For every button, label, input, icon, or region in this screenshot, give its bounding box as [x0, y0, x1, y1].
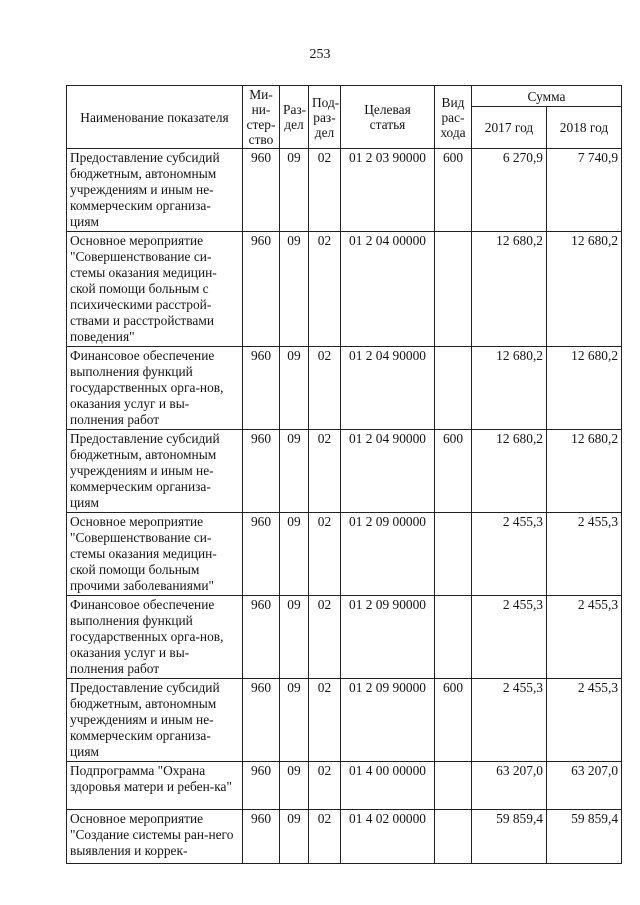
cell-section: 09: [280, 232, 309, 347]
cell-expense: 600: [435, 149, 472, 232]
cell-ministry: 960: [243, 762, 280, 810]
cell-subsection: 02: [309, 596, 341, 679]
cell-sum-2018: 2 455,3: [547, 679, 622, 762]
header-name: Наименование показателя: [67, 86, 243, 149]
table-row: [67, 513, 622, 596]
table-body: [67, 149, 622, 864]
cell-sum-2017: 63 207,0: [472, 762, 547, 810]
cell-sum-2017: 6 270,9: [472, 149, 547, 232]
cell-ministry: 960: [243, 232, 280, 347]
cell-ministry: 960: [243, 149, 280, 232]
header-year-2018: 2018 год: [547, 107, 622, 149]
cell-sum-2017: 2 455,3: [472, 513, 547, 596]
cell-sum-2018: 7 740,9: [547, 149, 622, 232]
cell-target: 01 2 03 90000: [341, 149, 435, 232]
cell-subsection: 02: [309, 513, 341, 596]
cell-expense: [435, 762, 472, 810]
cell-sum-2018: 2 455,3: [547, 596, 622, 679]
cell-sum-2017: 12 680,2: [472, 347, 547, 430]
cell-ministry: 960: [243, 430, 280, 513]
cell-expense: [435, 810, 472, 864]
header-ministry: Ми- ни- стер- ство: [243, 86, 280, 149]
cell-sum-2018: 12 680,2: [547, 347, 622, 430]
cell-sum-2018: 12 680,2: [547, 430, 622, 513]
cell-sum-2018: 59 859,4: [547, 810, 622, 864]
cell-sum-2017: 2 455,3: [472, 596, 547, 679]
cell-target: 01 2 09 00000: [341, 513, 435, 596]
cell-target: 01 4 02 00000: [341, 810, 435, 864]
cell-section: 09: [280, 430, 309, 513]
cell-ministry: 960: [243, 347, 280, 430]
cell-expense: 600: [435, 679, 472, 762]
cell-name: Предоставление субсидий бюджетным, автономным учреждениям и иным не-коммерческим организа-циям: [67, 679, 243, 762]
cell-sum-2017: 12 680,2: [472, 232, 547, 347]
cell-name: Финансовое обеспечение выполнения функций государственных орга-нов, оказания услуг и вы-полнения работ: [67, 596, 243, 679]
cell-ministry: 960: [243, 810, 280, 864]
cell-name: Предоставление субсидий бюджетным, автономным учреждениям и иным не-коммерческим организа-циям: [67, 430, 243, 513]
cell-sum-2017: 2 455,3: [472, 679, 547, 762]
cell-subsection: 02: [309, 430, 341, 513]
cell-target: 01 4 00 00000: [341, 762, 435, 810]
table-row: [67, 810, 622, 864]
cell-target: 01 2 09 90000: [341, 596, 435, 679]
header-subsection: Под- раз- дел: [309, 86, 341, 149]
cell-ministry: 960: [243, 596, 280, 679]
cell-sum-2017: 59 859,4: [472, 810, 547, 864]
cell-ministry: 960: [243, 513, 280, 596]
budget-table: [66, 85, 622, 864]
cell-name: Основное мероприятие "Совершенствование си-стемы оказания медицин-ской помощи больным прочими заболеваниями": [67, 513, 243, 596]
cell-section: 09: [280, 347, 309, 430]
table-row: [67, 679, 622, 762]
table-row: [67, 347, 622, 430]
cell-expense: [435, 596, 472, 679]
header-target: Целевая статья: [341, 86, 435, 149]
cell-section: 09: [280, 810, 309, 864]
cell-sum-2018: 12 680,2: [547, 232, 622, 347]
cell-target: 01 2 09 90000: [341, 679, 435, 762]
table-row: [67, 149, 622, 232]
cell-sum-2018: 63 207,0: [547, 762, 622, 810]
cell-section: 09: [280, 596, 309, 679]
cell-expense: [435, 347, 472, 430]
cell-subsection: 02: [309, 679, 341, 762]
cell-expense: [435, 232, 472, 347]
cell-expense: [435, 513, 472, 596]
header-section: Раз- дел: [280, 86, 309, 149]
table-row: [67, 232, 622, 347]
cell-subsection: 02: [309, 810, 341, 864]
cell-sum-2017: 12 680,2: [472, 430, 547, 513]
cell-name: Основное мероприятие "Создание системы ран-него выявления и коррек-: [67, 810, 243, 864]
cell-subsection: 02: [309, 232, 341, 347]
header-expense-type: Вид рас- хода: [435, 86, 472, 149]
page-number: 253: [309, 47, 331, 62]
cell-ministry: 960: [243, 679, 280, 762]
cell-section: 09: [280, 762, 309, 810]
cell-subsection: 02: [309, 762, 341, 810]
cell-section: 09: [280, 149, 309, 232]
cell-name: Финансовое обеспечение выполнения функций государственных орга-нов, оказания услуг и вы-полнения работ: [67, 347, 243, 430]
cell-target: 01 2 04 90000: [341, 347, 435, 430]
cell-name: Подпрограмма "Охрана здоровья матери и ребен-ка": [67, 762, 243, 810]
cell-target: 01 2 04 90000: [341, 430, 435, 513]
cell-target: 01 2 04 00000: [341, 232, 435, 347]
table-header: [67, 86, 622, 149]
cell-section: 09: [280, 679, 309, 762]
cell-section: 09: [280, 513, 309, 596]
header-sum: Сумма: [472, 86, 622, 107]
table-row: [67, 430, 622, 513]
table-row: [67, 596, 622, 679]
cell-expense: 600: [435, 430, 472, 513]
cell-name: Предоставление субсидий бюджетным, автономным учреждениям и иным не-коммерческим организа-циям: [67, 149, 243, 232]
cell-subsection: 02: [309, 347, 341, 430]
header-year-2017: 2017 год: [472, 107, 547, 149]
cell-subsection: 02: [309, 149, 341, 232]
table-row: [67, 762, 622, 810]
cell-name: Основное мероприятие "Совершенствование си-стемы оказания медицин-ской помощи больным с психическими расстрой-ствами и расстройствами поведения": [67, 232, 243, 347]
cell-sum-2018: 2 455,3: [547, 513, 622, 596]
